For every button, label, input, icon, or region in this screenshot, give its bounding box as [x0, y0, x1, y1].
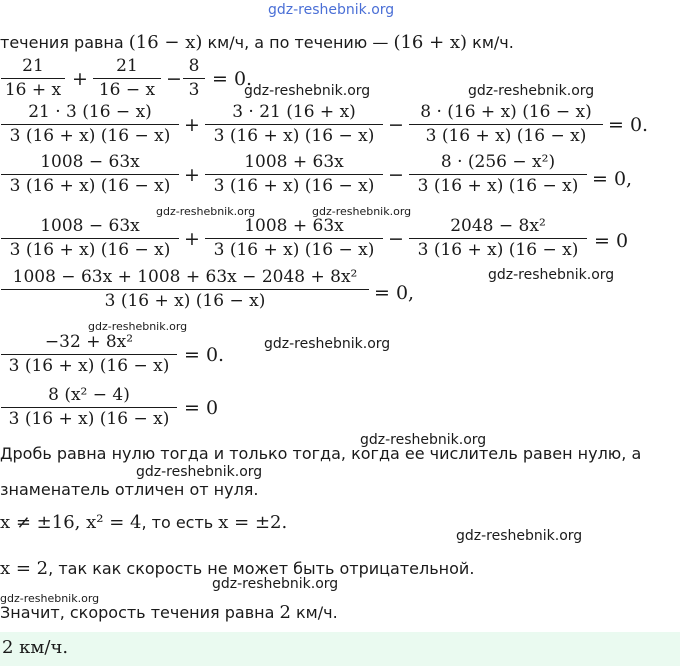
- para-line-1: Дробь равна нулю тогда и только тогда, когда ее числитель равен нулю, а: [0, 444, 642, 463]
- eq5-fraction-1: [0, 266, 370, 313]
- watermark: gdz-reshebnik.org: [456, 528, 583, 544]
- eq4-rhs: = 0: [594, 230, 629, 252]
- watermark-top: gdz-reshebnik.org: [268, 2, 395, 18]
- eq3-op-2: −: [388, 164, 404, 186]
- eq3-f2-denominator: 3 (16 + x) (16 − x): [213, 176, 375, 196]
- eq2-rhs: = 0.: [608, 114, 649, 136]
- eq5-f1-denominator: 3 (16 + x) (16 − x): [104, 291, 266, 311]
- eq2-fraction-2: [204, 101, 384, 148]
- eq1-fraction-2: [92, 55, 162, 102]
- concl2-text-1: Значит, скорость течения равна: [0, 603, 280, 622]
- eq3-fraction-3: [408, 151, 588, 198]
- eq2-fraction-3: [408, 101, 604, 148]
- cond-text-1: , то есть: [141, 513, 219, 532]
- watermark: gdz-reshebnik.org: [488, 267, 615, 283]
- eq4-f1-denominator: 3 (16 + x) (16 − x): [9, 240, 171, 260]
- eq3-fraction-1: [0, 151, 180, 198]
- eq6-rhs: = 0.: [184, 344, 225, 366]
- eq6-f1-denominator: 3 (16 + x) (16 − x): [8, 356, 170, 376]
- answer-text: 2 км/ч.: [2, 637, 69, 658]
- conclusion-line-2: [0, 602, 338, 623]
- concl2-math: 2: [279, 602, 291, 623]
- eq2-f1-denominator: 3 (16 + x) (16 − x): [9, 126, 171, 146]
- eq4-fraction-2: [204, 215, 384, 262]
- eq1-rhs: = 0.: [212, 68, 253, 90]
- watermark: gdz-reshebnik.org: [360, 432, 487, 448]
- eq2-fraction-1: [0, 101, 180, 148]
- watermark: gdz-reshebnik.org: [212, 576, 339, 592]
- eq6-f1-numerator: −32 + 8x²: [44, 332, 134, 352]
- watermark: gdz-reshebnik.org: [312, 205, 412, 218]
- eq7-fraction-1: [0, 384, 178, 431]
- eq7-rhs: = 0: [184, 397, 219, 419]
- eq2-op-2: −: [388, 114, 404, 136]
- eq1-op-2: −: [166, 68, 182, 90]
- watermark: gdz-reshebnik.org: [88, 320, 188, 333]
- eq7-f1-numerator: 8 (x² − 4): [48, 385, 130, 405]
- intro-text-3: км/ч.: [467, 33, 514, 52]
- eq4-f1-numerator: 1008 − 63x: [40, 216, 140, 236]
- intro-text-1: течения равна: [0, 33, 129, 52]
- watermark: gdz-reshebnik.org: [244, 83, 371, 99]
- cond-math-2: x = ±2.: [218, 512, 288, 533]
- concl1-text: , так как скорость не может быть отрицательной.: [48, 559, 475, 578]
- eq4-op-2: −: [388, 228, 404, 250]
- eq1-f3-numerator: 8: [188, 56, 200, 76]
- watermark: gdz-reshebnik.org: [156, 205, 256, 218]
- eq3-f1-numerator: 1008 − 63x: [40, 152, 140, 172]
- eq3-fraction-2: [204, 151, 384, 198]
- eq3-f1-denominator: 3 (16 + x) (16 − x): [9, 176, 171, 196]
- eq6-fraction-1: [0, 331, 178, 378]
- eq5-rhs: = 0,: [374, 282, 415, 304]
- eq1-f3-denominator: 3: [188, 80, 200, 100]
- watermark: gdz-reshebnik.org: [136, 464, 263, 480]
- watermark: gdz-reshebnik.org: [468, 83, 595, 99]
- eq2-f3-numerator: 8 · (16 + x) (16 − x): [420, 102, 592, 122]
- eq4-f2-denominator: 3 (16 + x) (16 − x): [213, 240, 375, 260]
- condition-line: [0, 512, 287, 533]
- cond-math-1: x ≠ ±16, x² = 4: [0, 512, 142, 533]
- eq2-op-1: +: [184, 114, 200, 136]
- eq2-f2-numerator: 3 · 21 (16 + x): [232, 102, 356, 122]
- intro-math-2: (16 + x): [393, 32, 468, 53]
- eq3-f2-numerator: 1008 + 63x: [244, 152, 344, 172]
- eq1-fraction-1: [0, 55, 66, 102]
- eq5-f1-numerator: 1008 − 63x + 1008 + 63x − 2048 + 8x²: [12, 267, 358, 287]
- eq4-fraction-1: [0, 215, 180, 262]
- eq2-f1-numerator: 21 · 3 (16 − x): [28, 102, 152, 122]
- eq2-f2-denominator: 3 (16 + x) (16 − x): [213, 126, 375, 146]
- eq3-rhs: = 0,: [592, 168, 633, 190]
- eq1-fraction-3: [182, 55, 206, 102]
- watermark: gdz-reshebnik.org: [0, 592, 100, 605]
- eq4-f3-numerator: 2048 − 8x²: [450, 216, 546, 236]
- eq4-f3-denominator: 3 (16 + x) (16 − x): [417, 240, 579, 260]
- eq3-f3-numerator: 8 · (256 − x²): [440, 152, 556, 172]
- eq4-op-1: +: [184, 228, 200, 250]
- eq2-f3-denominator: 3 (16 + x) (16 − x): [425, 126, 587, 146]
- intro-line: [0, 32, 514, 53]
- intro-text-2: км/ч, а по течению —: [202, 33, 394, 52]
- concl2-text-2: км/ч.: [290, 603, 338, 622]
- eq1-op-1: +: [72, 68, 88, 90]
- concl1-math: x = 2: [0, 558, 49, 579]
- eq3-f3-denominator: 3 (16 + x) (16 − x): [417, 176, 579, 196]
- eq1-f2-numerator: 21: [116, 56, 138, 76]
- intro-math-1: (16 − x): [128, 32, 203, 53]
- para-line-2: знаменатель отличен от нуля.: [0, 480, 259, 499]
- watermark: gdz-reshebnik.org: [264, 336, 391, 352]
- eq1-f2-denominator: 16 − x: [98, 80, 156, 100]
- eq7-f1-denominator: 3 (16 + x) (16 − x): [8, 409, 170, 429]
- eq4-fraction-3: [408, 215, 588, 262]
- eq1-f1-numerator: 21: [22, 56, 44, 76]
- answer-box: [0, 632, 680, 666]
- eq3-op-1: +: [184, 164, 200, 186]
- eq4-f2-numerator: 1008 + 63x: [244, 216, 344, 236]
- eq1-f1-denominator: 16 + x: [4, 80, 62, 100]
